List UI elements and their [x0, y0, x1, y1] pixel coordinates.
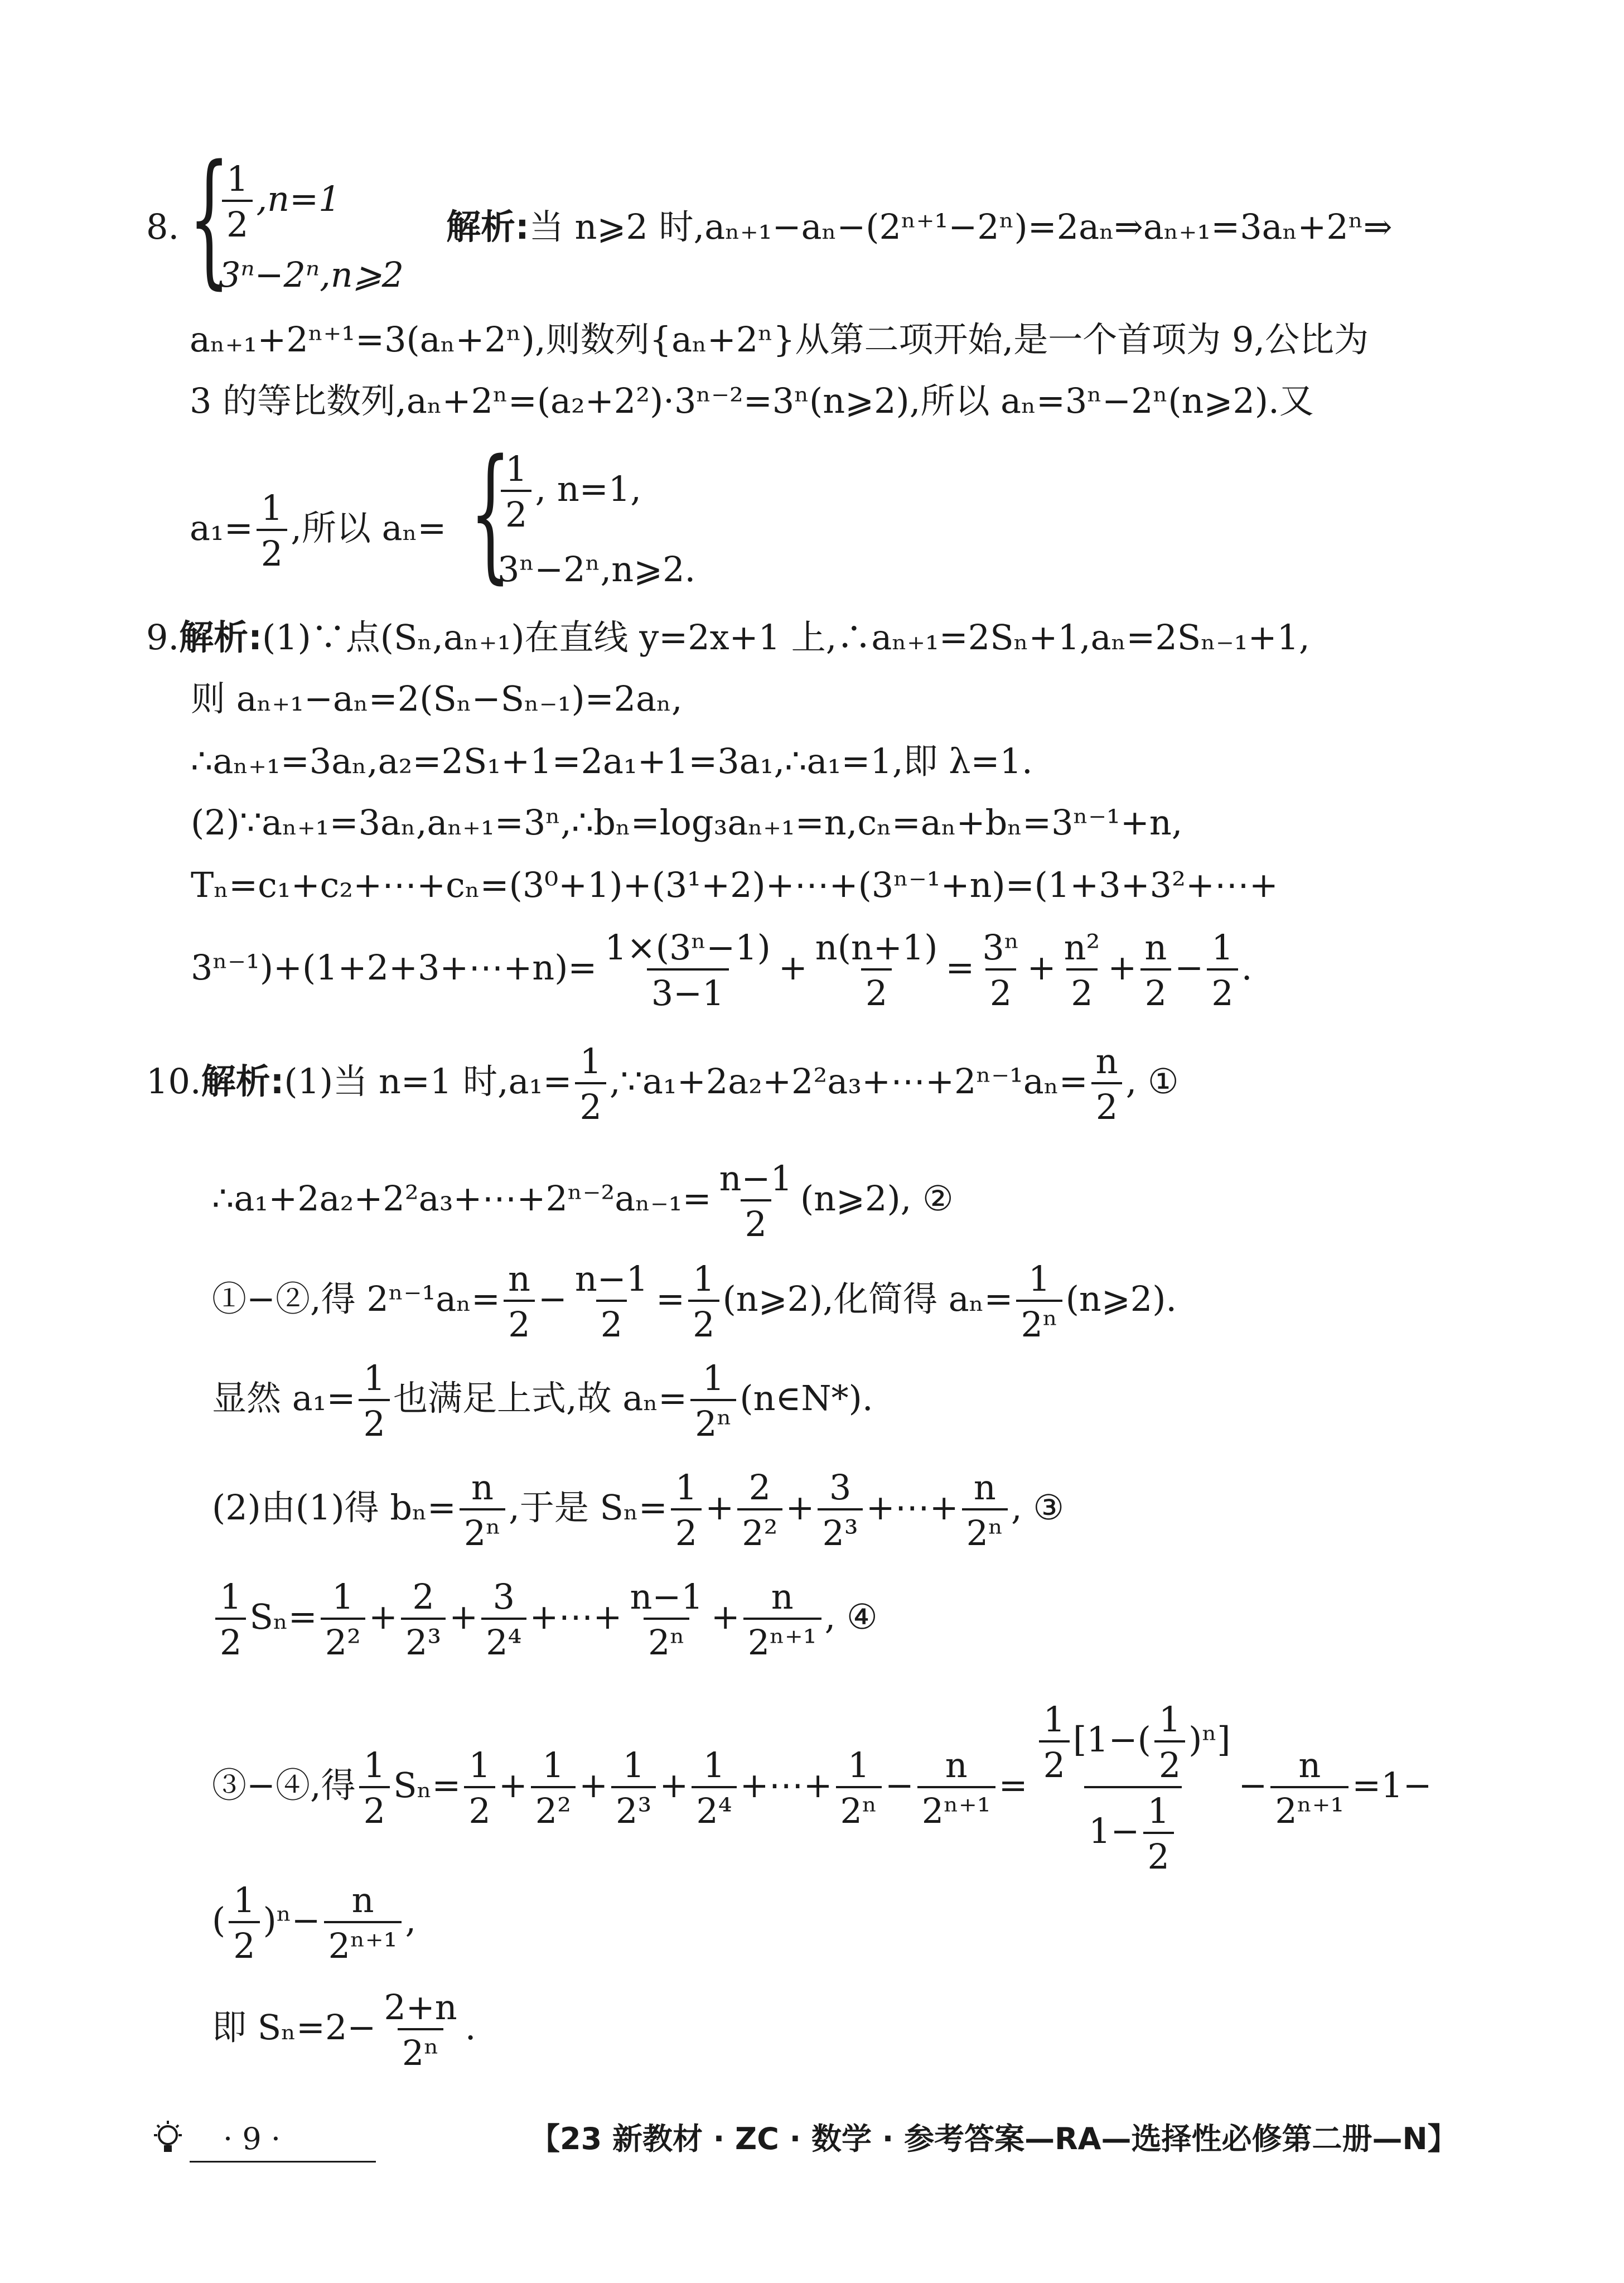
problem-10-line-2: ∴a₁+2a₂+2²a₃+⋯+2ⁿ⁻²aₙ₋₁= $\frac{n-1}{2}$ (n⩾2), ②: [212, 1158, 954, 1244]
lightbulb-icon: [151, 2120, 185, 2164]
page-number-rule: [190, 2161, 376, 2163]
problem-8-result-case-1: $\frac{1}{2}$ , n=1,: [497, 452, 641, 532]
problem-9-line-6: 3ⁿ⁻¹)+(1+2+3+⋯+n)= $\frac{\text{1×(3ⁿ−1)}}{3-1}$ + $\frac{n(n+1)}{2}$ = $\frac{\text{3ⁿ}}{2}$ + $\frac{\text{n²}}{2}$ + $\frac{n}{2}$ − $\frac{1}{2}$ .: [191, 927, 1253, 1013]
page-number: · 9 ·: [223, 2121, 281, 2156]
problem-8-case-2: 3ⁿ−2ⁿ,n⩾2: [219, 254, 404, 295]
problem-8-line-3: 3 的等比数列,aₙ+2ⁿ=(a₂+2²)·3ⁿ⁻²=3ⁿ(n⩾2),所以 aₙ=3ⁿ−2ⁿ(n⩾2).又: [190, 380, 1314, 421]
problem-9-line-1: 9.解析:(1)∵点(Sₙ,aₙ₊₁)在直线 y=2x+1 上,∴aₙ₊₁=2Sₙ+1,aₙ=2Sₙ₋₁+1,: [146, 617, 1310, 658]
problem-10-line-1: 10.解析:(1)当 n=1 时,a₁= $\frac{1}{2}$ ,∵a₁+2a₂+2²a₃+⋯+2ⁿ⁻¹aₙ= $\frac{n}{2}$ , ①: [146, 1041, 1179, 1127]
problem-10-line-7: ③−④,得 $\frac{1}{2}$ Sₙ= $\frac{1}{2}$ + $\frac{1}{\text{2²}}$ + $\frac{1}{\text{2³}}$ + $\frac{1}{\text{2⁴}}$ +⋯+ $\frac{1}{\text{2ⁿ}}$ − $\frac{n}{\text{2ⁿ⁺¹}}$ = $\frac{1}{2}$ [1−( $\frac{1}{2}$ )ⁿ] 1− $\frac{1}{2}$ − $\frac{n}{\text{2ⁿ⁺¹}}$ =1−: [212, 1699, 1432, 1877]
problem-8-line-2: aₙ₊₁+2ⁿ⁺¹=3(aₙ+2ⁿ),则数列{aₙ+2ⁿ}从第二项开始,是一个首项为 9,公比为: [190, 319, 1369, 360]
problem-8-line-1: 解析:当 n⩾2 时,aₙ₊₁−aₙ−(2ⁿ⁺¹−2ⁿ)=2aₙ⇒aₙ₊₁=3aₙ+2ⁿ⇒: [446, 206, 1393, 247]
problem-9-line-5: Tₙ=c₁+c₂+⋯+cₙ=(3⁰+1)+(3¹+2)+⋯+(3ⁿ⁻¹+n)=(1+3+3²+⋯+: [191, 865, 1278, 905]
problem-10-line-4: 显然 a₁= $\frac{1}{2}$ 也满足上式,故 aₙ= $\frac{1}{\text{2ⁿ}}$ (n∈N*).: [212, 1358, 873, 1444]
problem-10-line-6: $\frac{1}{2}$ Sₙ= $\frac{1}{\text{2²}}$ + $\frac{2}{\text{2³}}$ + $\frac{3}{\text{2⁴}}$ +⋯+ $\frac{n-1}{\text{2ⁿ}}$ + $\frac{n}{\text{2ⁿ⁺¹}}$ , ④: [212, 1580, 878, 1660]
problem-8-result-case-2: 3ⁿ−2ⁿ,n⩾2.: [497, 549, 696, 590]
problem-8-brace: {: [188, 134, 230, 303]
problem-8-number: 8.: [146, 206, 180, 247]
problem-9-line-2: 则 aₙ₊₁−aₙ=2(Sₙ−Sₙ₋₁)=2aₙ,: [191, 678, 683, 719]
footer-title: 【23 新教材 · ZC · 数学 · 参考答案—RA—选择性必修第二册—N】: [530, 2121, 1458, 2156]
problem-10-line-3: ①−②,得 2ⁿ⁻¹aₙ= $\frac{n}{2}$ − $\frac{n-1}{2}$ = $\frac{1}{2}$ (n⩾2),化简得 aₙ= $\frac{1}{\text{2ⁿ}}$ (n⩾2).: [212, 1258, 1177, 1345]
problem-8-line-4: a₁= $\frac{1}{2}$ ,所以 aₙ=: [190, 488, 447, 574]
problem-8-case-1: $\frac{1}{2}$ ,n=1: [219, 162, 341, 242]
problem-9-line-3: ∴aₙ₊₁=3aₙ,a₂=2S₁+1=2a₁+1=3a₁,∴a₁=1,即 λ=1.: [191, 741, 1033, 781]
problem-8-result-brace: {: [470, 429, 511, 597]
problem-10-line-8: ( $\frac{1}{2}$ )ⁿ− $\frac{n}{\text{2ⁿ⁺¹}}$ ,: [212, 1880, 417, 1966]
problem-9-line-4: (2)∵aₙ₊₁=3aₙ,aₙ₊₁=3ⁿ,∴bₙ=log₃aₙ₊₁=n,cₙ=aₙ+bₙ=3ⁿ⁻¹+n,: [191, 802, 1183, 843]
problem-10-line-9: 即 Sₙ=2− $\frac{2+n}{\text{2ⁿ}}$ .: [212, 1987, 476, 2073]
problem-10-line-5: (2)由(1)得 bₙ= $\frac{n}{\text{2ⁿ}}$ ,于是 Sₙ= $\frac{1}{2}$ + $\frac{2}{\text{2²}}$ + $\frac{3}{\text{2³}}$ +⋯+ $\frac{n}{\text{2ⁿ}}$ , ③: [212, 1467, 1064, 1553]
